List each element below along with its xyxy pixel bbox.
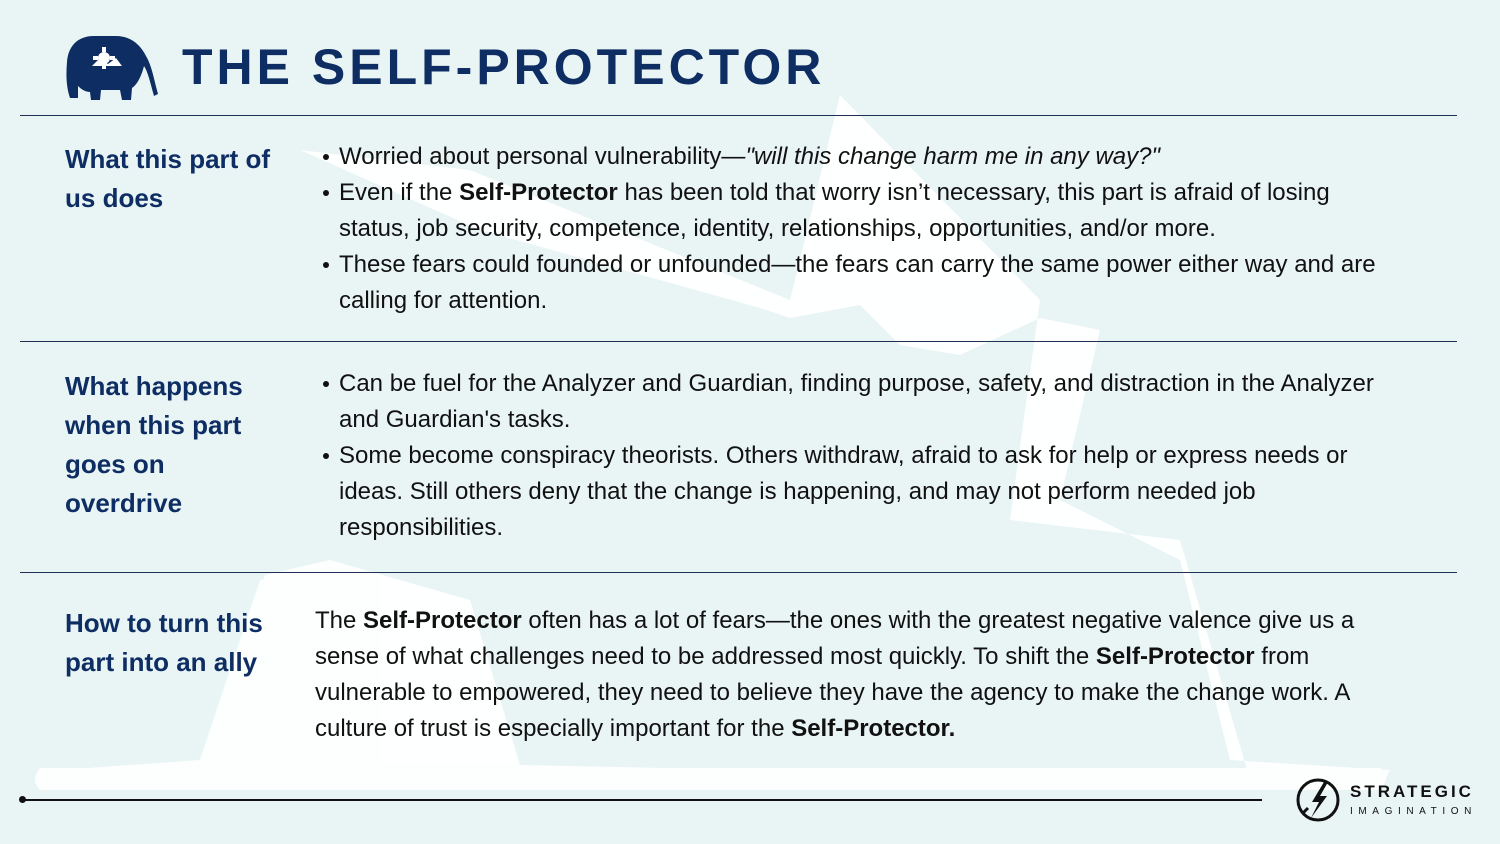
bullet-list <box>315 139 1399 319</box>
bullet-item <box>339 139 1399 175</box>
text-run: Can be fuel for the Analyzer and Guardian, finding purpose, safety, and distraction in the Analyzer and Guardian's tasks. <box>339 370 1374 433</box>
ally-paragraph <box>315 603 1415 747</box>
divider <box>20 115 1457 116</box>
bullet-item <box>339 175 1399 247</box>
text-run: These fears could founded or unfounded—the fears can carry the same power either way and are calling for attention. <box>339 251 1376 314</box>
bullet-item <box>339 366 1389 438</box>
text-run: has been told that worry isn’t necessary, this part is afraid of losing status, job security, competence, identity, relationships, opportunities, and/or more. <box>339 179 1330 242</box>
text-run: Some become conspiracy theorists. Others withdraw, afraid to ask for help or express needs or ideas. Still others deny that the change is happening, and may not perform needed job responsibilities. <box>339 442 1348 541</box>
divider <box>20 572 1457 573</box>
text-run: The <box>315 607 364 634</box>
brand-subtitle: IMAGINATION <box>1350 805 1477 817</box>
emphasis-text: Self-Protector. <box>791 715 956 742</box>
text-run: from vulnerable to empowered, they need to believe they have the agency to make the change work. A culture of trust is especially important for the <box>315 643 1350 742</box>
footer-divider <box>22 799 1262 801</box>
text-run: often has a lot of fears—the ones with the greatest negative valence give us a sense of what challenges need to be addressed most quickly. To shift the <box>315 607 1355 670</box>
brand-name: STRATEGIC <box>1350 781 1474 801</box>
emphasis-text: Self-Protector <box>363 607 522 634</box>
bullet-item <box>339 247 1399 319</box>
page-title: THE SELF-PROTECTOR <box>182 39 826 95</box>
bullet-list <box>315 366 1389 546</box>
emphasis-text: Self-Protector <box>459 179 618 206</box>
brand-logo <box>1294 776 1477 824</box>
section-label: What happens when this part goes on overdrive <box>65 371 243 518</box>
text-run: Worried about personal vulnerability— <box>339 143 746 170</box>
section-label: How to turn this part into an ally <box>65 608 263 677</box>
text-run: "will this change harm me in any way?" <box>745 143 1160 170</box>
text-run: Even if the <box>339 179 460 206</box>
section-label: What this part of us does <box>65 144 271 213</box>
emphasis-text: Self-Protector <box>1095 643 1255 670</box>
header <box>64 30 825 104</box>
strategic-imagination-logo-icon <box>1294 776 1342 824</box>
divider <box>20 341 1457 342</box>
elephant-icon <box>64 30 158 104</box>
bullet-item <box>339 438 1389 546</box>
